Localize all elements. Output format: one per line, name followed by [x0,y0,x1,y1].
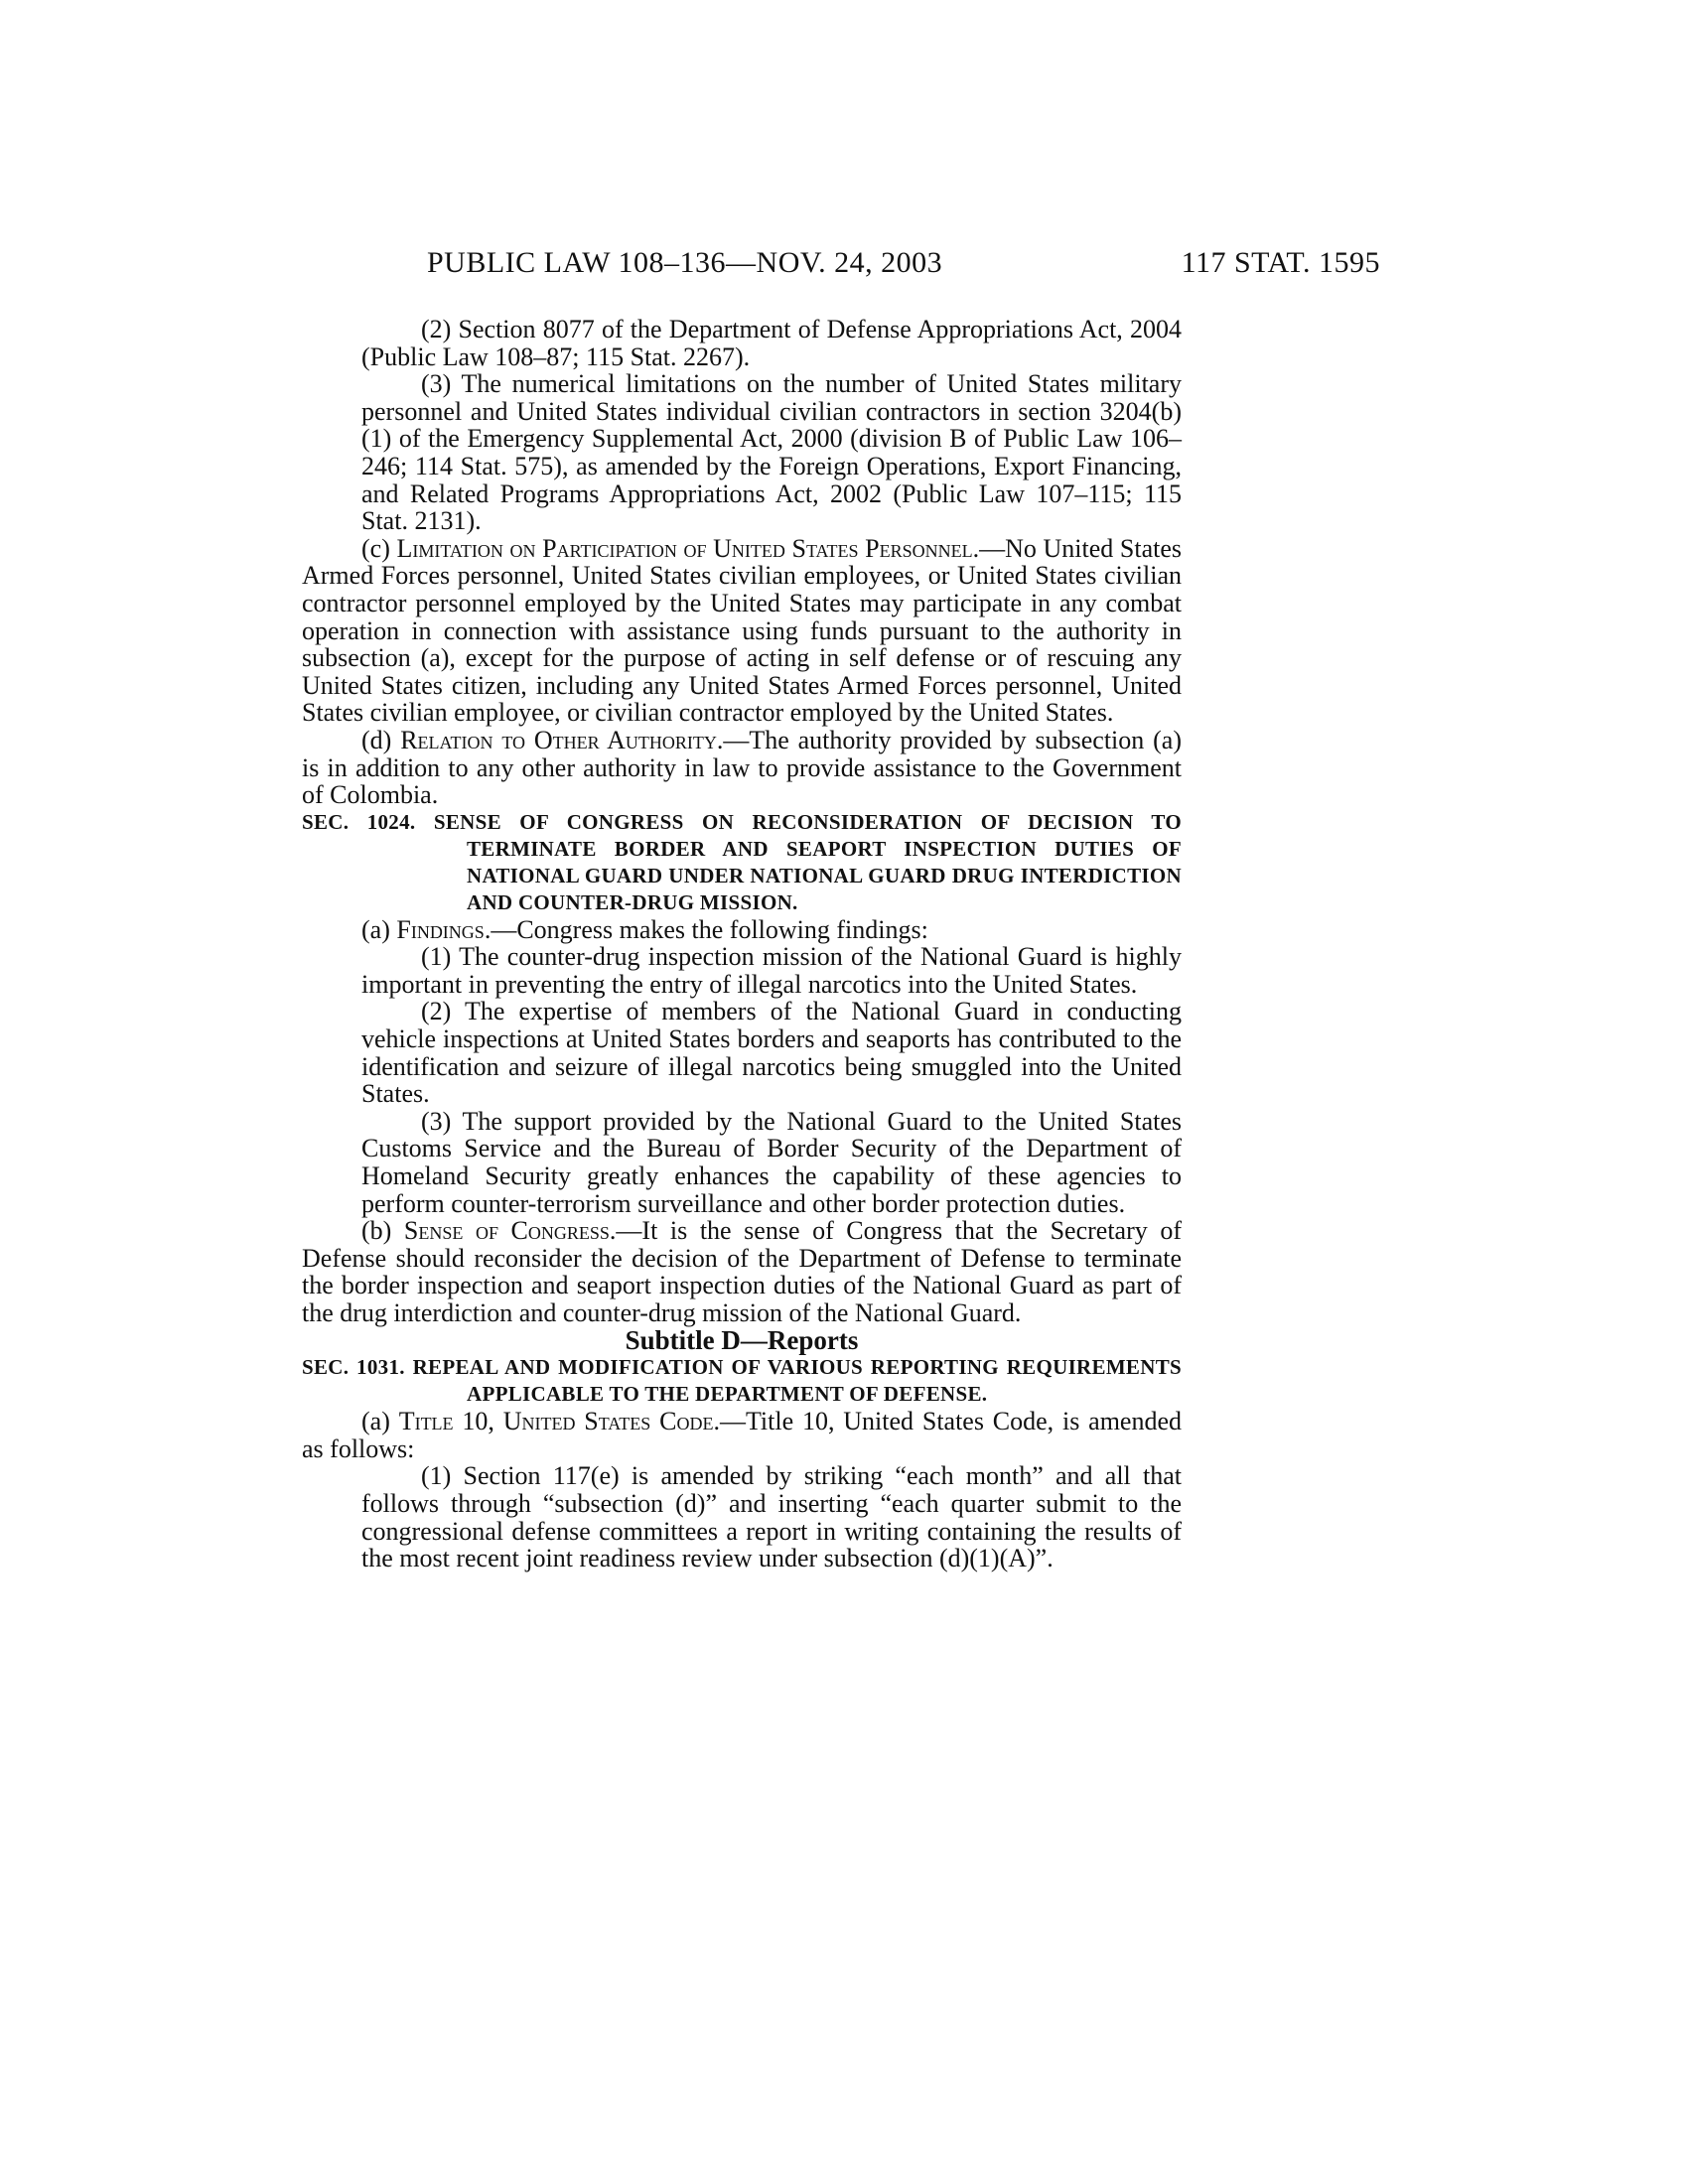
s1024-b-heading: Sense of Congress. [403,1216,617,1246]
s1024-a-heading: Findings. [396,914,492,944]
section-1024-subsection-b [302,1217,1182,1326]
subsection-c-heading: Limitation on Participation of United States Personnel. [396,533,980,563]
s1031-a-text: —Title 10, United States Code, is amended as follows: [302,1407,1182,1463]
finding-3: (3) The support provided by the National Guard to the United States Customs Service and the Bureau of Border Security of the Department of Homeland Security greatly enhances the capability of these agencies to perform counter-terrorism surveillance and other border protection duties. [361,1106,1182,1218]
section-1031-heading: SEC. 1031. REPEAL AND MODIFICATION OF VARIOUS REPORTING REQUIREMENTS APPLICABLE TO THE DEPARTMENT OF DEFENSE. [302,1355,1182,1407]
paragraph-2: (2) Section 8077 of the Department of Defense Appropriations Act, 2004 (Public Law 108–87; 115 Stat. 2267). [361,315,1182,371]
subsection-d [302,727,1182,809]
section-1024-heading: SEC. 1024. SENSE OF CONGRESS ON RECONSIDERATION OF DECISION TO TERMINATE BORDER AND SEAPORT INSPECTION DUTIES OF NATIONAL GUARD UNDER NATIONAL GUARD DRUG INTERDICTION AND COUNTER-DRUG MISSION. [302,809,1182,914]
running-head-title: PUBLIC LAW 108–136—NOV. 24, 2003 [427,246,943,279]
s1024-b-text: —It is the sense of Congress that the Secretary of Defense should reconsider the decision of the Department of Defense to terminate the border inspection and seaport inspection duties of the National Guard as part of the drug interdiction and counter-drug mission of the National Guard. [302,1216,1182,1327]
subsection-d-heading: Relation to Other Authority. [400,725,724,754]
paragraph-3: (3) The numerical limitations on the number of United States military personnel and United States individual civilian contractors in section 3204(b)(1) of the Emergency Supplemental Act, 2000 (division B of Public Law 106–246; 114 Stat. 575), as amended by the Foreign Operations, Export Financing, and Related Programs Appropriations Act, 2002 (Public Law 107–115; 115 Stat. 2131). [361,369,1182,536]
body-text [302,316,1182,1572]
subsection-c [302,535,1182,727]
subsection-d-text: —The authority provided by subsection (a) is in addition to any other authority in law to provide assistance to the Government of Colombia. [302,725,1182,810]
subsection-d-label: (d) [361,725,401,754]
section-1031-subsection-a [302,1408,1182,1462]
s1024-b-label: (b) [361,1216,404,1246]
running-head-stat-page: 117 STAT. 1595 [1181,246,1380,279]
s1024-a-label: (a) [361,914,397,944]
finding-2: (2) The expertise of members of the National Guard in conducting vehicle inspections at United States borders and seaports has contributed to the identification and seizure of illegal narcotics being smuggled into the United States. [361,997,1182,1109]
subsection-c-label: (c) [361,533,397,563]
section-1024-subsection-a [302,916,1182,944]
s1024-a-text: —Congress makes the following findings: [491,914,928,944]
s1031-a-heading: Title 10, United States Code. [398,1407,720,1436]
subtitle-heading: Subtitle D—Reports [625,1324,859,1355]
running-head [427,246,1380,286]
s1031-a-label: (a) [361,1407,399,1436]
amendment-1: (1) Section 117(e) is amended by striking “each month” and all that follows through “subsection (d)” and inserting “each quarter submit to the congressional defense committees a report in writing containing the results of the most recent joint readiness review under subsection (d)(1)(A)”. [361,1461,1182,1573]
subsection-c-text: —No United States Armed Forces personnel, United States civilian employees, or United States civilian contractor personnel employed by the United States may participate in any combat operation in connection with assistance using funds pursuant to the authority in subsection (a), except for the purpose of acting in self defense or of rescuing any United States citizen, including any United States Armed Forces personnel, United States civilian employee, or civilian contractor employed by the United States. [302,533,1182,728]
finding-1: (1) The counter-drug inspection mission of the National Guard is highly important in preventing the entry of illegal narcotics into the United States. [361,942,1182,999]
